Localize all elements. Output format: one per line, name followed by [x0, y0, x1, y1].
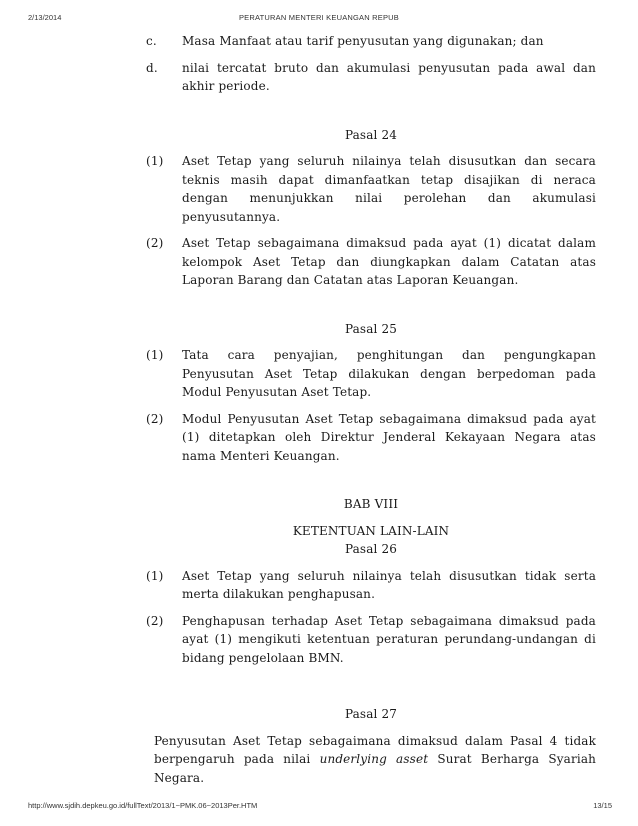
list-item [146, 59, 596, 96]
item-number: d. [146, 60, 158, 75]
page-header [0, 13, 638, 25]
pasal-26-heading: Pasal 26 [344, 542, 398, 556]
footer-url: http://www.sjdih.depkeu.go.id/fullText/2013/1~PMK.06~2013Per.HTM [28, 801, 258, 810]
list-item [146, 346, 596, 402]
item-number: (1) [146, 154, 164, 168]
pasal-27-text-end: Surat Berharga Syariah Negara. [154, 752, 597, 785]
item-number: (2) [146, 613, 164, 628]
item-text: Aset Tetap yang seluruh nilainya telah disusutkan tidak serta merta dilakukan penghapusan. [182, 568, 596, 601]
item-number: (1) [146, 348, 164, 362]
bab-subtitle: KETENTUAN LAIN-LAIN [292, 523, 450, 538]
page-number: 13/15 [593, 801, 612, 810]
item-number: c. [146, 34, 157, 48]
pasal-27-italic-term: underlying asset [319, 752, 429, 766]
list-item [146, 234, 596, 290]
item-text: Tata cara penyajian, penghitungan dan pengungkapan Penyusutan Aset Tetap dilakukan dengan berpedoman pada Modul Penyusutan Aset Tetap. [182, 348, 596, 399]
list-item [146, 567, 596, 604]
pasal-27-heading: Pasal 27 [344, 707, 398, 721]
item-text: Aset Tetap yang seluruh nilainya telah disusutkan dan secara teknis masih dapat dimanfaatkan tetap disajikan di neraca dengan menunjukkan nilai perolehan dan akumulasi penyusutannya. [182, 154, 596, 224]
list-item [146, 612, 596, 668]
pasal-25-heading: Pasal 25 [344, 321, 398, 336]
item-text: Aset Tetap sebagaimana dimaksud pada ayat (1) dicatat dalam kelompok Aset Tetap dan diungkapkan dalam Catatan atas Laporan Barang dan Catatan atas Laporan Keuangan. [182, 236, 596, 287]
item-number: (1) [146, 568, 164, 583]
list-item [146, 32, 596, 51]
item-text: Penghapusan terhadap Aset Tetap sebagaimana dimaksud pada ayat (1) mengikuti ketentuan peraturan perundang-undangan di bidang pengelolaan BMN. [182, 613, 596, 665]
page-footer [0, 801, 638, 813]
pasal-24-heading: Pasal 24 [344, 127, 398, 142]
item-number: (2) [146, 236, 164, 250]
bab-title: BAB VIII [343, 497, 399, 511]
item-number: (2) [146, 411, 164, 426]
item-text: Modul Penyusutan Aset Tetap sebagaimana dimaksud pada ayat (1) ditetapkan oleh Direktur Jenderal Kekayaan Negara atas nama Menteri Keuangan. [182, 411, 596, 463]
item-text: Masa Manfaat atau tarif penyusutan yang digunakan; dan [182, 34, 544, 48]
item-text: nilai tercatat bruto dan akumulasi penyusutan pada awal dan akhir periode. [182, 60, 596, 93]
document-body [146, 32, 596, 787]
header-date: 2/13/2014 [28, 13, 62, 22]
list-item [146, 410, 596, 466]
list-item [146, 152, 596, 226]
pasal-27-text-start: Penyusutan Aset Tetap sebagaimana dimaksud dalam Pasal 4 tidak berpengaruh pada nilai [154, 733, 596, 766]
pasal-27-text [146, 732, 596, 788]
header-title: PERATURAN MENTERI KEUANGAN REPUB [238, 13, 400, 22]
